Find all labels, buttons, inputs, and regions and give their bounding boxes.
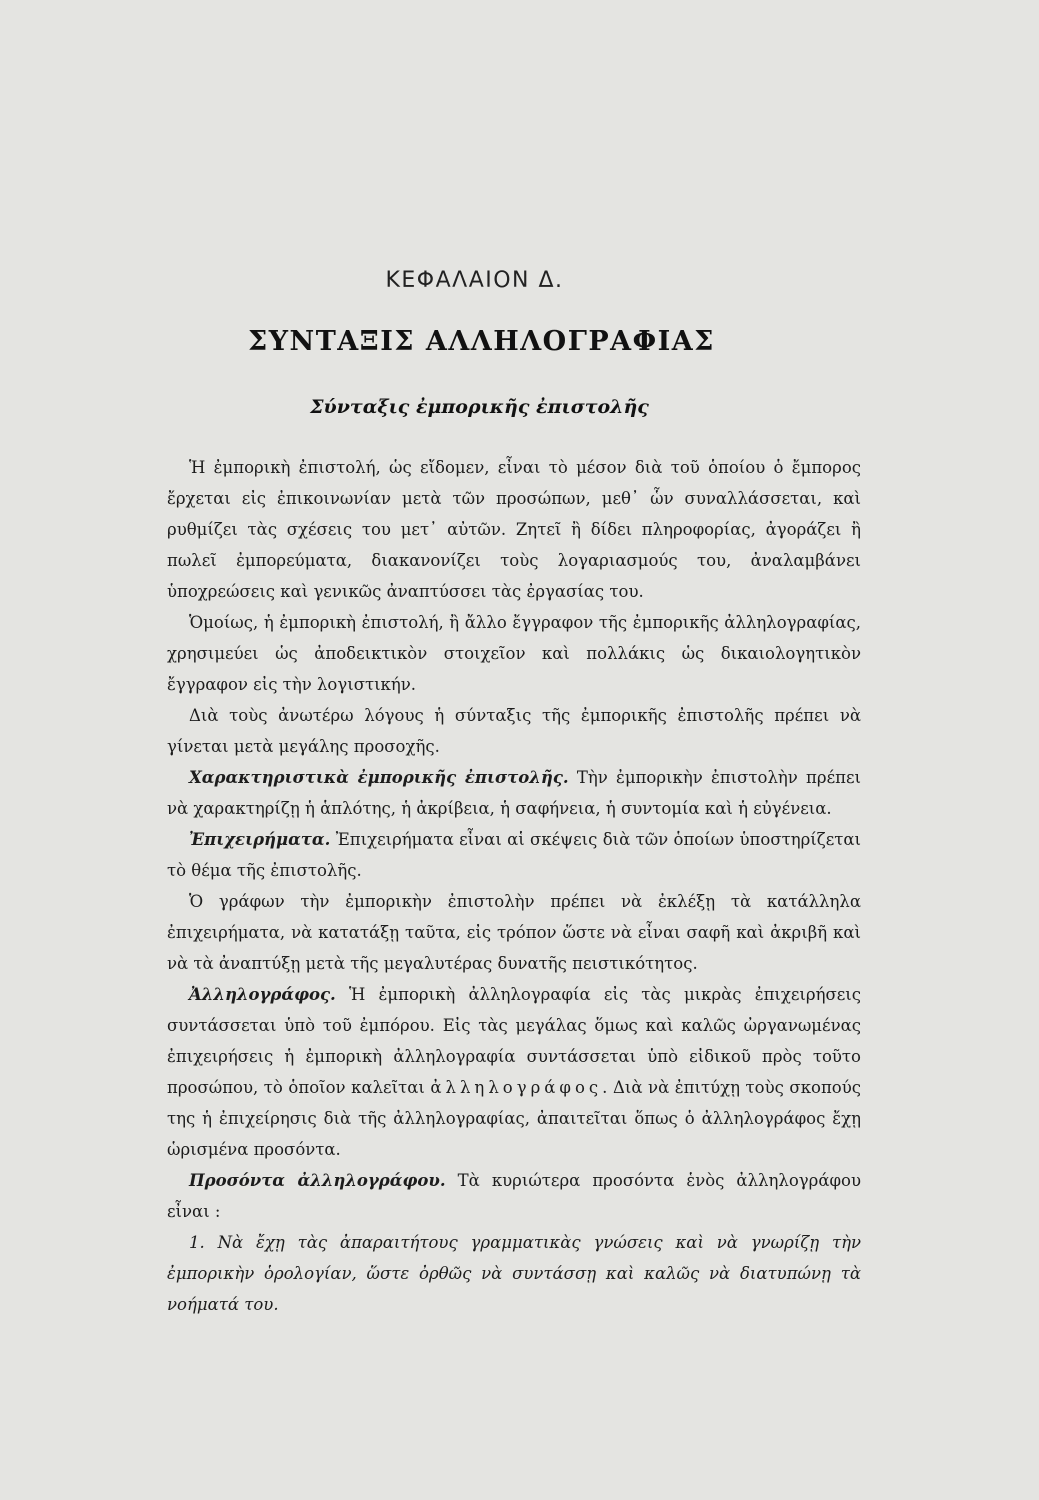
- paragraph-1: Ἡ ἐμπορικὴ ἐπιστολή, ὡς εἴδομεν, εἶναι τὸ μέσον διὰ τοῦ ὁποίου ὁ ἔμπορος ἔρχεται εἰς ἐπικοινωνίαν μετὰ τῶν προσώπων, μεθ᾽ ὧν συναλλάσσεται, καὶ ρυθμίζει τὰς σχέσεις του μετ᾽ αὐτῶν. Ζητεῖ ἢ δίδει πληροφορίας, ἀγοράζει ἢ πωλεῖ ἐμπορεύματα, διακανονίζει τοὺς λογαριασμούς του, ἀναλαμβάνει ὑποχρεώσεις καὶ γενικῶς ἀναπτύσσει τὰς ἐργασίας του.: [167, 458, 861, 601]
- paragraph-7: [167, 979, 861, 1165]
- body-text: [167, 452, 861, 1320]
- paragraph-7-text-b: . Διὰ νὰ ἐπιτύχῃ τοὺς σκοπούς της ἡ ἐπιχείρησις διὰ τῆς ἀλληλογραφίας, ἀπαιτεῖται ὅπως ὁ ἀλληλογράφος ἔχῃ ὡρισμένα προσόντα.: [167, 1078, 861, 1159]
- paragraph-4-text: Τὴν ἐμπορικὴν ἐπιστολὴν πρέπει νὰ χαρακτηρίζῃ ἡ ἁπλότης, ἡ ἀκρίβεια, ἡ σαφήνεια, ἡ συντομία καὶ ἡ εὐγένεια.: [167, 768, 861, 818]
- paragraph-5-text: Ἐπιχειρήματα εἶναι αἱ σκέψεις διὰ τῶν ὁποίων ὑποστηρίζεται τὸ θέμα τῆς ἐπιστολῆς.: [167, 830, 861, 880]
- paragraph-7-text-a: Ἡ ἐμπορικὴ ἀλληλογραφία εἰς τὰς μικρὰς ἐπιχειρήσεις συντάσσεται ὑπὸ τοῦ ἐμπόρου. Εἰς τὰς μεγάλας ὅμως καὶ καλῶς ὠργανωμένας ἐπιχειρήσεις ἡ ἐμπορικὴ ἀλληλογραφία συντάσσεται ὑπὸ εἰδικοῦ πρὸς τοῦτο προσώπου, τὸ ὁποῖον καλεῖται: [167, 985, 862, 1097]
- list-item-1: 1. Νὰ ἔχῃ τὰς ἀπαραιτήτους γραμματικὰς γνώσεις καὶ νὰ γνωρίζῃ τὴν ἐμπορικὴν ὁρολογίαν, ὥστε ὀρθῶς νὰ συντάσσῃ καὶ καλῶς νὰ διατυπώνῃ τὰ νοήματά του.: [167, 1233, 861, 1314]
- paragraph-3: Διὰ τοὺς ἀνωτέρω λόγους ἡ σύνταξις τῆς ἐμπορικῆς ἐπιστολῆς πρέπει νὰ γίνεται μετὰ μεγάλης προσοχῆς.: [167, 706, 861, 756]
- paragraph-8: [167, 1165, 861, 1227]
- paragraph-4: [167, 762, 861, 824]
- paragraph-7-spaced-term: ἀλληλογράφος: [430, 1078, 603, 1097]
- heading-characteristics: Χαρακτηριστικὰ ἐμπορικῆς ἐπιστολῆς.: [189, 768, 569, 787]
- section-subtitle: Σύνταξις ἐμπορικῆς ἐπιστολῆς: [310, 396, 649, 418]
- heading-qualifications: Προσόντα ἀλληλογράφου.: [189, 1171, 446, 1190]
- paragraph-6: Ὁ γράφων τὴν ἐμπορικὴν ἐπιστολὴν πρέπει νὰ ἐκλέξῃ τὰ κατάλληλα ἐπιχειρήματα, νὰ κατατάξῃ ταῦτα, εἰς τρόπον ὥστε νὰ εἶναι σαφῆ καὶ ἀκριβῆ καὶ νὰ τὰ ἀναπτύξῃ μετὰ τῆς μεγαλυτέρας δυνατῆς πειστικότητος.: [167, 892, 861, 973]
- heading-arguments: Ἐπιχειρήματα.: [189, 830, 331, 849]
- heading-correspondent: Ἀλληλογράφος.: [189, 985, 336, 1004]
- section-title: ΣΥΝΤΑΞΙΣ ΑΛΛΗΛΟΓΡΑΦΙΑΣ: [248, 326, 715, 357]
- chapter-heading: ΚΕΦΑΛΑΙΟΝ Δ.: [385, 268, 564, 293]
- paragraph-5: [167, 824, 861, 886]
- paragraph-8-text: Τὰ κυριώτερα προσόντα ἑνὸς ἀλληλογράφου εἶναι :: [167, 1171, 861, 1221]
- paragraph-2: Ὁμοίως, ἡ ἐμπορικὴ ἐπιστολή, ἢ ἄλλο ἔγγραφον τῆς ἐμπορικῆς ἀλληλογραφίας, χρησιμεύει ὡς ἀποδεικτικὸν στοιχεῖον καὶ πολλάκις ὡς δικαιολογητικὸν ἔγγραφον εἰς τὴν λογιστικήν.: [167, 613, 861, 694]
